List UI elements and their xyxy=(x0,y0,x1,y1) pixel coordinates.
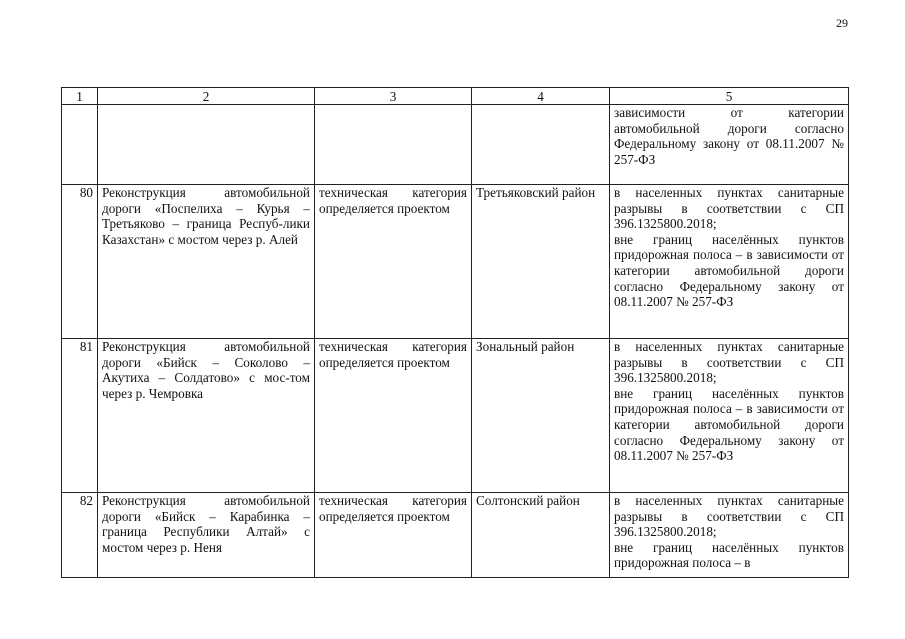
table-row-continuation xyxy=(62,105,849,185)
cell-category: техническая категория определяется проектом xyxy=(315,493,472,578)
cell-row-number: 80 xyxy=(62,185,98,339)
document-table xyxy=(61,87,849,578)
cell-empty xyxy=(62,105,98,185)
header-col-3: 3 xyxy=(315,88,472,105)
cell-empty xyxy=(472,105,610,185)
header-col-5: 5 xyxy=(610,88,849,105)
cell-district: Солтонский район xyxy=(472,493,610,578)
cell-project-name: Реконструкция автомобильной дороги «Бийск – Карабинка – граница Республики Алтай» с мостом через р. Неня xyxy=(98,493,315,578)
header-col-4: 4 xyxy=(472,88,610,105)
zones-paragraph-2: вне границ населённых пунктов придорожная полоса – в зависимости от категории автомобильной дороги согласно Федеральному закону от 08.11.2007 № 257-ФЗ xyxy=(614,385,844,464)
header-col-1: 1 xyxy=(62,88,98,105)
cell-row-number: 81 xyxy=(62,339,98,493)
cell-row-number: 82 xyxy=(62,493,98,578)
cell-zones-continuation: зависимости от категории автомобильной дороги согласно Федеральному закону от 08.11.2007 № 257-ФЗ xyxy=(610,105,849,185)
zones-paragraph-1: в населенных пунктах санитарные разрывы в соответствии с СП 396.1325800.2018; xyxy=(614,493,844,540)
table-row xyxy=(62,493,849,578)
cell-project-name: Реконструкция автомобильной дороги «Поспелиха – Курья – Третьяково – граница Респуб-лики Казахстан» с мостом через р. Алей xyxy=(98,185,315,339)
table-row xyxy=(62,185,849,339)
cell-zones xyxy=(610,493,849,578)
cell-empty xyxy=(315,105,472,185)
cell-empty xyxy=(98,105,315,185)
zones-paragraph-2: вне границ населённых пунктов придорожная полоса – в xyxy=(614,539,844,571)
cell-project-name: Реконструкция автомобильной дороги «Бийск – Соколово – Акутиха – Солдатово» с мос-том через р. Чемровка xyxy=(98,339,315,493)
cell-category: техническая категория определяется проектом xyxy=(315,185,472,339)
zones-paragraph-2: вне границ населённых пунктов придорожная полоса – в зависимости от категории автомобильной дороги согласно Федеральному закону от 08.11.2007 № 257-ФЗ xyxy=(614,231,844,310)
table-header-row xyxy=(62,88,849,105)
zones-paragraph-1: в населенных пунктах санитарные разрывы в соответствии с СП 396.1325800.2018; xyxy=(614,185,844,232)
cell-zones xyxy=(610,185,849,339)
header-col-2: 2 xyxy=(98,88,315,105)
cell-district: Зональный район xyxy=(472,339,610,493)
cell-district: Третьяковский район xyxy=(472,185,610,339)
page-number: 29 xyxy=(836,16,848,30)
zones-paragraph-1: в населенных пунктах санитарные разрывы в соответствии с СП 396.1325800.2018; xyxy=(614,339,844,386)
table-row xyxy=(62,339,849,493)
cell-category: техническая категория определяется проектом xyxy=(315,339,472,493)
cell-zones xyxy=(610,339,849,493)
